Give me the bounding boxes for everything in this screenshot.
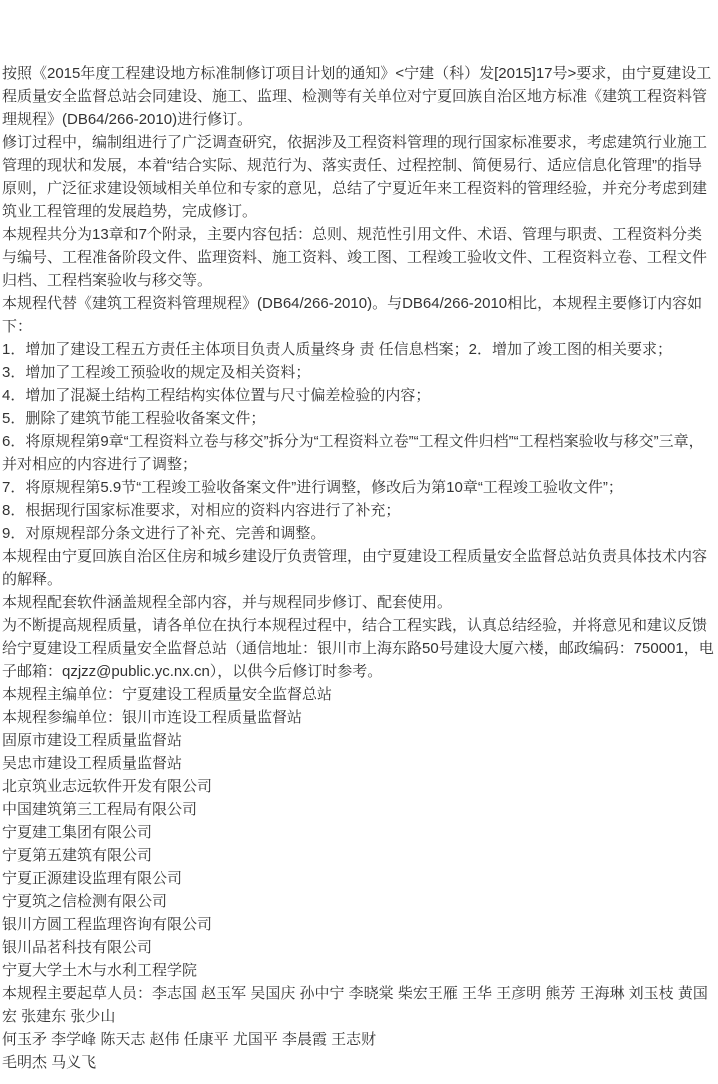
participating-unit-line: 本规程参编单位：银川市连设工程质量监督站 xyxy=(2,709,303,726)
management-responsibility-paragraph: 本规程由宁夏回族自治区住房和城乡建设厅负责管理，由宁夏建设工程质量安全监督总站负责具体技术内容的解释。 xyxy=(2,548,708,588)
replacement-notice-paragraph: 本规程代替《建筑工程资料管理规程》(DB64/266-2010)。与DB64/266-2010相比，本规程主要修订内容如下： xyxy=(2,295,703,335)
participating-unit-pinming: 银川品茗科技有限公司 xyxy=(2,939,153,956)
participating-unit-guyuan: 固原市建设工程质量监督站 xyxy=(2,732,183,749)
revision-item-5: 5．删除了建筑节能工程验收备案文件； xyxy=(2,410,266,427)
revision-item-7: 7．将原规程第5.9节“工程竣工验收备案文件”进行调整，修改后为第10章“工程竣工验收文件”； xyxy=(2,479,623,496)
participating-unit-ningxia-jiangong: 宁夏建工集团有限公司 xyxy=(2,824,153,841)
revision-item-3: 3．增加了工程竣工预验收的规定及相关资料； xyxy=(2,364,311,381)
participating-unit-beijing-zhuye: 北京筑业志远软件开发有限公司 xyxy=(2,778,213,795)
revision-item-4: 4．增加了混凝土结构工程结构实体位置与尺寸偏差检验的内容； xyxy=(2,387,431,404)
revision-process-paragraph: 修订过程中，编制组进行了广泛调查研究，依据涉及工程资料管理的现行国家标准要求，考虑建筑行业施工管理的现状和发展，本着“结合实际、规范行为、落实责任、过程控制、简便易行、适应信息化管理”的指导原则，广泛征求建设领域相关单位和专家的意见，总结了宁夏近年来工程资料的管理经验，并充分考虑到建筑业工程管理的发展趋势，完成修订。 xyxy=(2,134,708,220)
participating-unit-wuzhong: 吴忠市建设工程质量监督站 xyxy=(2,755,183,772)
revision-item-9: 9．对原规程部分条文进行了补充、完善和调整。 xyxy=(2,525,326,542)
participating-unit-ningxia-diwu: 宁夏第五建筑有限公司 xyxy=(2,847,153,864)
feedback-contact-paragraph: 为不断提高规程质量，请各单位在执行本规程过程中，结合工程实践，认真总结经验，并将意见和建议反馈给宁夏建设工程质量安全监督总站（通信地址：银川市上海东路50号建设大厦六楼，邮政编码：750001，电子邮箱：qzjzz@public.yc.nx.cn），以供今后修订时参考。 xyxy=(2,617,714,680)
revision-item-6: 6．将原规程第9章“工程资料立卷与移交”拆分为“工程资料立卷”“工程文件归档”“工程档案验收与移交”三章，并对相应的内容进行了调整； xyxy=(2,433,704,473)
chief-editor-unit-line: 本规程主编单位：宁夏建设工程质量安全监督总站 xyxy=(2,686,333,703)
revision-item-8: 8．根据现行国家标准要求，对相应的资料内容进行了补充； xyxy=(2,502,401,519)
participating-unit-fangyuan: 银川方圆工程监理咨询有限公司 xyxy=(2,916,213,933)
drafters-line-1: 本规程主要起草人员：李志国 赵玉军 吴国庆 孙中宁 李晓棠 柴宏王雁 王华 王彦明 熊芳 王海琳 刘玉枝 黄国宏 张建东 张少山 xyxy=(2,985,708,1025)
participating-unit-cscec3: 中国建筑第三工程局有限公司 xyxy=(2,801,198,818)
revision-item-1-2: 1．增加了建设工程五方责任主体项目负责人质量终身 责 任信息档案；2．增加了竣工图的相关要求； xyxy=(2,341,673,358)
participating-unit-zhuzhixin: 宁夏筑之信检测有限公司 xyxy=(2,893,168,910)
supporting-software-paragraph: 本规程配套软件涵盖规程全部内容，并与规程同步修订、配套使用。 xyxy=(2,594,453,611)
participating-unit-ningxia-university: 宁夏大学土木与水利工程学院 xyxy=(2,962,198,979)
intro-paragraph: 按照《2015年度工程建设地方标准制修订项目计划的通知》<宁建（科）发[2015]17号>要求，由宁夏建设工程质量安全监督总站会同建设、施工、监理、检测等有关单位对宁夏回族自治区地方标准《建筑工程资料管理规程》(DB64/266-2010)进行修订。 xyxy=(2,65,712,128)
drafters-line-2: 何玉矛 李学峰 陈天志 赵伟 任康平 尤国平 李晨霞 王志财 xyxy=(2,1031,377,1048)
participating-unit-zhengyuan: 宁夏正源建设监理有限公司 xyxy=(2,870,183,887)
drafters-line-3: 毛明杰 马义飞 xyxy=(2,1054,97,1071)
contents-overview-paragraph: 本规程共分为13章和7个附录，主要内容包括：总则、规范性引用文件、术语、管理与职责、工程资料分类与编号、工程准备阶段文件、监理资料、施工资料、竣工图、工程竣工验收文件、工程资料立卷、工程文件归档、工程档案验收与移交等。 xyxy=(2,226,708,289)
